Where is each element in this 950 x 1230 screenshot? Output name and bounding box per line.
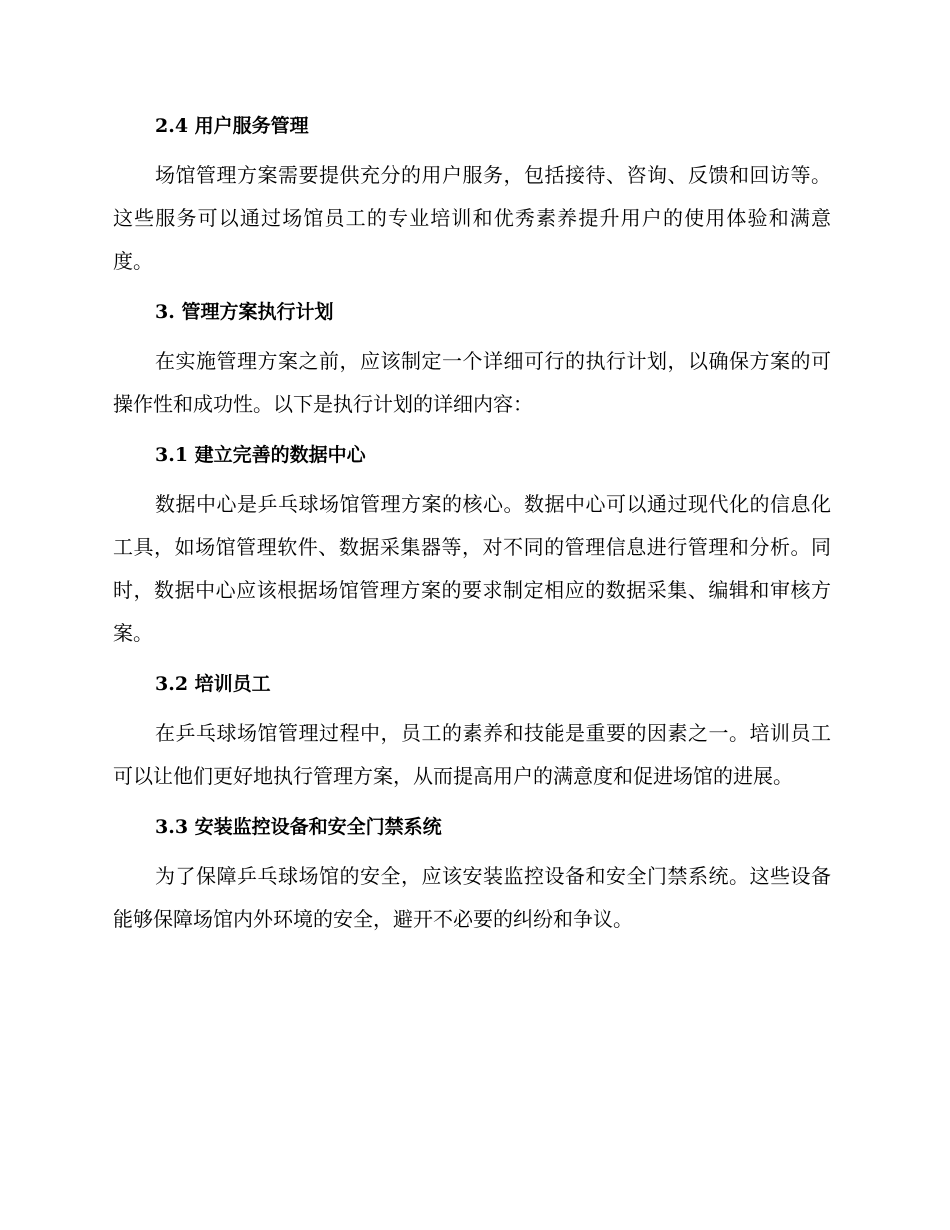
section-body-3-1: 数据中心是乒乓球场馆管理方案的核心。数据中心可以通过现代化的信息化工具，如场馆管理软件、数据采集器等，对不同的管理信息进行管理和分析。同时，数据中心应该根据场馆管理方案的要求制定相应的数据采集、编辑和审核方案。 bbox=[113, 492, 831, 645]
document-content bbox=[113, 106, 831, 950]
section-body-3-2: 在乒乓球场馆管理过程中，员工的素养和技能是重要的因素之一。培训员工可以让他们更好地执行管理方案，从而提高用户的满意度和促进场馆的进展。 bbox=[113, 721, 831, 788]
section-body-3: 在实施管理方案之前，应该制定一个详细可行的执行计划，以确保方案的可操作性和成功性。以下是执行计划的详细内容： bbox=[113, 349, 831, 416]
section-heading-3: 3. 管理方案执行计划 bbox=[155, 301, 334, 323]
section-body-2-4: 场馆管理方案需要提供充分的用户服务，包括接待、咨询、反馈和回访等。这些服务可以通过场馆员工的专业培训和优秀素养提升用户的使用体验和满意度。 bbox=[113, 163, 831, 273]
section-body-3-3: 为了保障乒乓球场馆的安全，应该安装监控设备和安全门禁系统。这些设备能够保障场馆内外环境的安全，避开不必要的纠纷和争议。 bbox=[113, 864, 831, 931]
section-heading-3-2: 3.2 培训员工 bbox=[155, 673, 271, 695]
section-heading-3-3: 3.3 安装监控设备和安全门禁系统 bbox=[155, 816, 442, 838]
section-heading-2-4: 2.4 用户服务管理 bbox=[155, 115, 309, 137]
section-heading-3-1: 3.1 建立完善的数据中心 bbox=[155, 444, 366, 466]
